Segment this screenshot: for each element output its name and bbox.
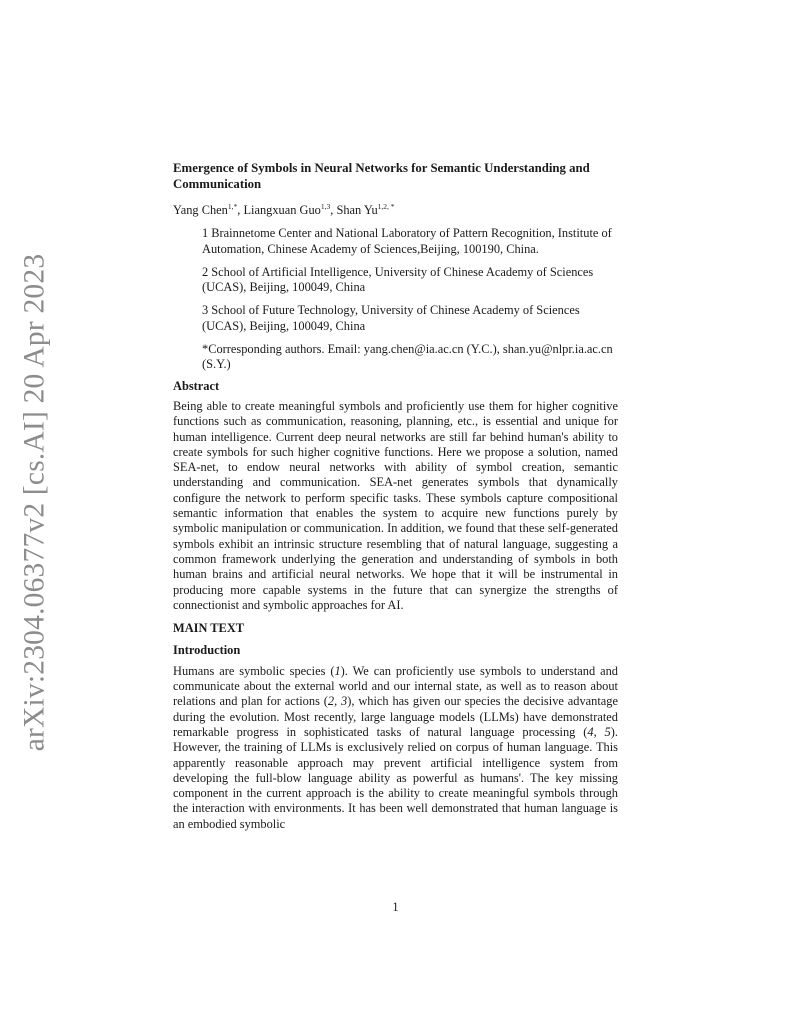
author-name: Liangxuan Guo [243,203,321,217]
paper-page [173,160,618,832]
affiliation: 3 School of Future Technology, University of Chinese Academy of Sciences (UCAS), Beijing, 100049, China [202,303,580,333]
arxiv-identifier: arXiv:2304.06377v2 [cs.AI] 20 Apr 2023 [18,253,51,751]
citation: 2, 3 [327,694,348,709]
author-name: Shan Yu [336,203,378,217]
author-line: Yang Chen$^{1,*}$, Liangxuan Guo$^{1,3}$, Shan $Yu^{1,2, *}$ [173,201,395,217]
intro-text: Humans are symbolic species ( [173,663,335,678]
paper-title: Emergence of Symbols in Neural Networks for Semantic Understanding and Communication [173,161,590,191]
affiliation: 1 Brainnetome Center and National Laboratory of Pattern Recognition, Institute of Automation, Chinese Academy of Sciences,Beijing, 100190, China. [202,226,612,256]
page-number: 1 [392,900,399,914]
main-text-heading: MAIN TEXT [173,621,245,636]
affiliation: 2 School of Artificial Intelligence, University of Chinese Academy of Sciences (UCAS), Beijing, 100049, China [202,264,594,295]
introduction-paragraph [173,664,618,832]
citation: 1 [334,663,341,678]
author-name: Yang Chen [173,203,228,217]
intro-text: ), which has given our species the decisive advantage during the evolution. Most recently, large language models (LLMs) have demonstrated remarkable progress in sophisticated tasks of natural language processing ( [173,694,618,739]
author-affil-marker: 1,3 [320,201,331,211]
author-affil-marker: 1,* [227,201,238,211]
arxiv-stamp [13,253,57,751]
intro-text: ). We can proficiently use symbols to understand and communicate about the external world and our internal state, as well as to reason about relations and plan for actions ( [173,663,618,709]
affiliations [202,226,618,372]
citation: 4, 5 [587,724,611,739]
introduction-heading: Introduction [173,643,241,658]
corresponding-authors: *Corresponding authors. Email: yang.chen@ia.ac.cn (Y.C.), shan.yu@nlpr.ia.ac.cn (S.Y.) [202,342,613,372]
abstract-paragraph: Being able to create meaningful symbols and proficiently use them for higher cognitive functions such as communication, reasoning, planning, etc., is essential and unique for human intelligence. Current deep neural networks are still far behind human's ability to create symbols for such higher cognitive functions. Here we propose a solution, named SEA-net, to endow neural networks with ability of symbol creation, semantic understanding and communication. SEA-net generates symbols that dynamically configure the network to perform specific tasks. These symbols capture compositional semantic information that enables the system to acquire new functions purely by symbolic manipulation or communication. In addition, we found that these self-generated symbols exhibit an intrinsic structure resembling that of natural language, suggesting a common framework underlying the generation and understanding of symbols in both human brains and artificial neural networks. We hope that it will be instrumental in producing more capable systems in the future that can synergize the strengths of connectionist and symbolic approaches for AI. [173,398,618,612]
abstract-heading: Abstract [173,378,220,393]
intro-text: ). However, the training of LLMs is exclusively relied on corpus of human language. This apparently reasonable approach may prevent artificial intelligence system from developing the full-blow language ability as powerful as humans'. The key missing component in the current approach is the ability to create meaningful symbols through the interaction with environments. It has been well demonstrated that human language is an embodied symbolic [173,724,618,831]
author-affil-marker: 1,2, * [377,201,395,211]
